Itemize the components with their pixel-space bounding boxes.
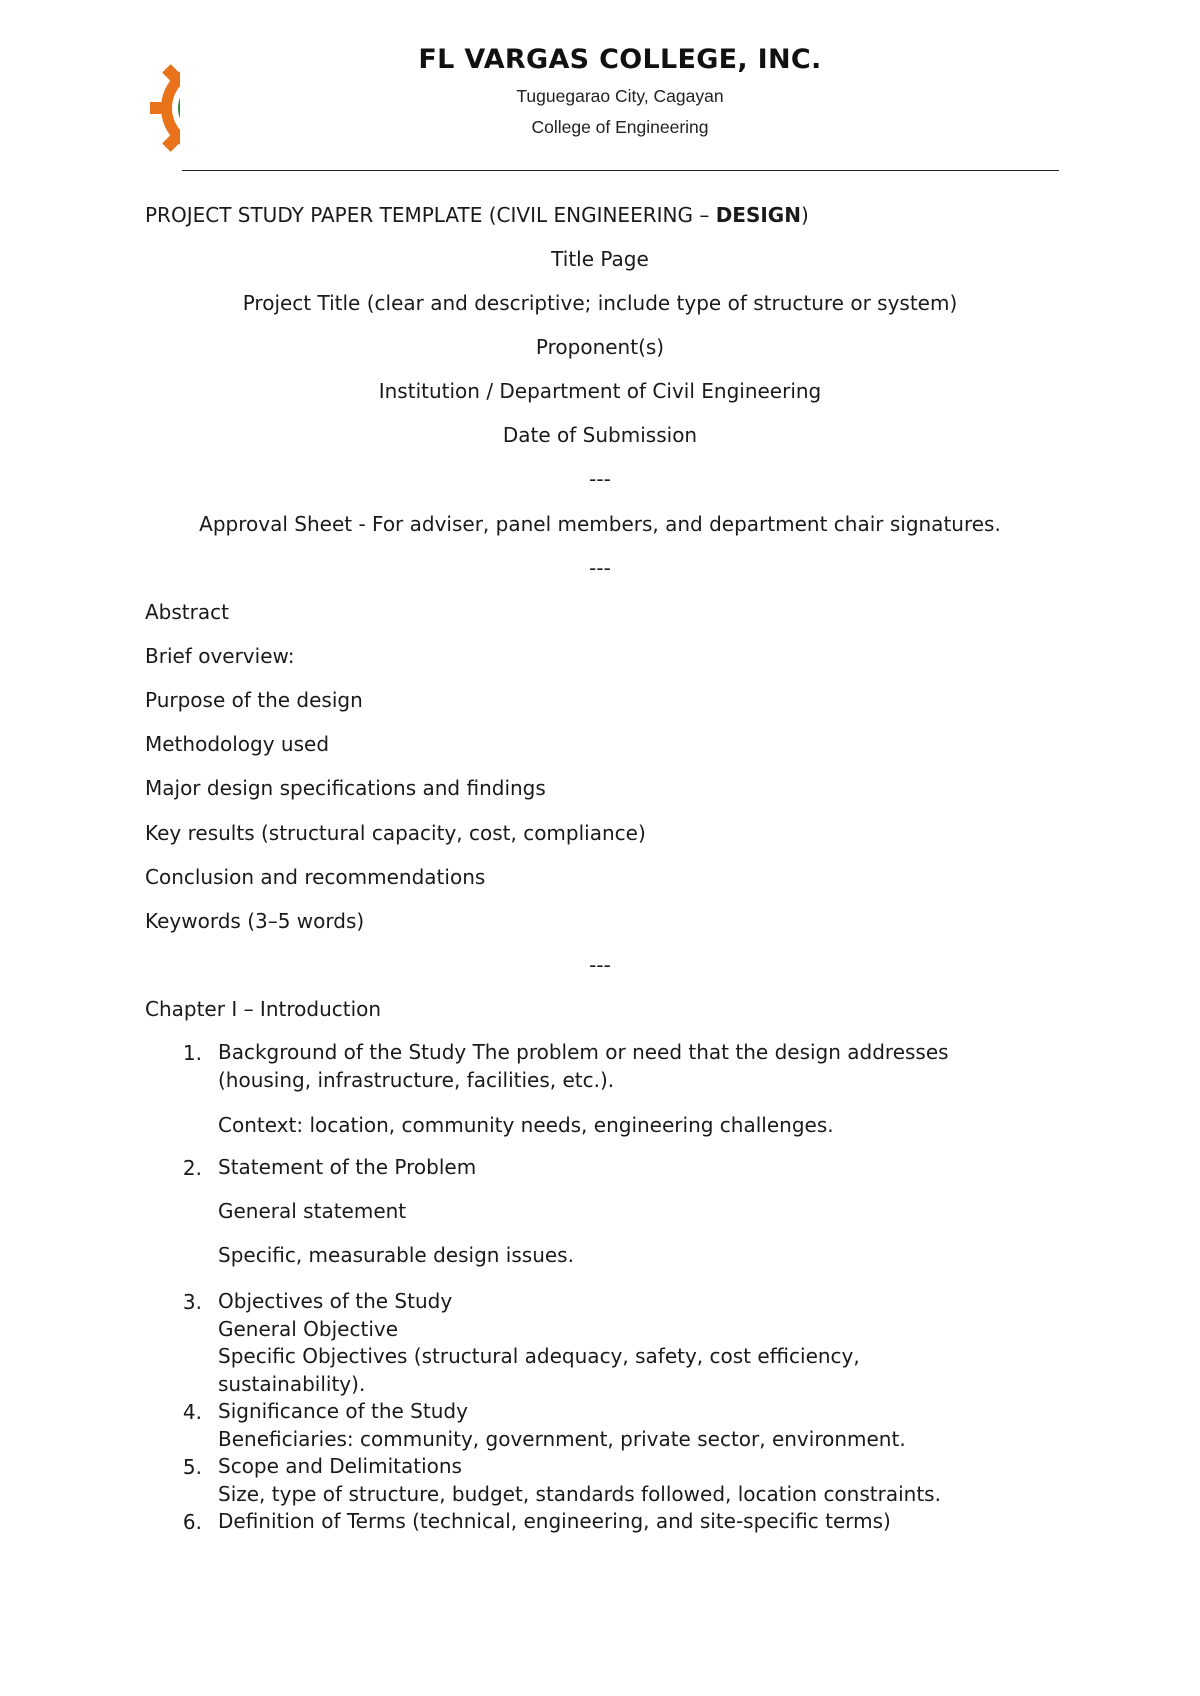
- chapter-heading: Chapter I – Introduction: [145, 997, 382, 1021]
- abstract-line: Purpose of the design: [145, 688, 363, 712]
- approval-sheet-line: Approval Sheet - For adviser, panel members, and department chair signatures.: [199, 512, 1001, 536]
- abstract-heading: Abstract: [145, 600, 229, 624]
- list-item-line: Definition of Terms (technical, engineering, and site-specific terms): [218, 1509, 891, 1533]
- list-item-line: Scope and Delimitations: [218, 1454, 462, 1478]
- list-item-line: Objectives of the Study: [218, 1289, 453, 1313]
- abstract-line: Major design specifications and findings: [145, 776, 546, 800]
- separator: ---: [589, 556, 611, 580]
- list-item-background: [218, 1039, 949, 1094]
- abstract-line: Methodology used: [145, 732, 330, 756]
- list-number: 3.: [182, 1290, 202, 1314]
- list-number: 4.: [182, 1400, 202, 1424]
- list-item-line: sustainability).: [218, 1371, 366, 1396]
- institution-line: Institution / Department of Civil Engineering: [378, 379, 822, 403]
- abstract-line: Key results (structural capacity, cost, compliance): [145, 821, 646, 845]
- keywords-line: Keywords (3–5 words): [145, 909, 365, 933]
- title-page-heading: Title Page: [551, 247, 649, 271]
- list-number: 5.: [182, 1455, 202, 1479]
- separator: ---: [589, 467, 611, 491]
- list-item-line: Context: location, community needs, engineering challenges.: [218, 1113, 834, 1137]
- separator: ---: [589, 953, 611, 977]
- project-title-line: Project Title (clear and descriptive; include type of structure or system): [242, 291, 958, 315]
- list-item-line: Specific Objectives (structural adequacy, safety, cost efficiency,: [218, 1344, 860, 1368]
- college-department: College of Engineering: [531, 117, 709, 137]
- abstract-line: Conclusion and recommendations: [145, 865, 486, 889]
- abstract-line: Brief overview:: [145, 644, 295, 668]
- list-number: 6.: [182, 1510, 202, 1534]
- header-divider: [182, 170, 1059, 171]
- submission-date-line: Date of Submission: [502, 423, 698, 447]
- template-title: PROJECT STUDY PAPER TEMPLATE (CIVIL ENGINEERING – DESIGN): [145, 203, 809, 227]
- list-item-scope: [218, 1453, 941, 1508]
- list-number: 1.: [182, 1041, 202, 1065]
- list-item-objectives: [218, 1288, 860, 1398]
- list-item-line: Background of the Study The problem or need that the design addresses: [218, 1040, 949, 1064]
- list-item-line: Statement of the Problem: [218, 1155, 477, 1179]
- list-item-significance: [218, 1398, 906, 1453]
- list-item-line: (housing, infrastructure, facilities, etc.).: [218, 1067, 615, 1092]
- list-item-line: Beneficiaries: community, government, private sector, environment.: [218, 1426, 906, 1451]
- list-number: 2.: [182, 1156, 202, 1180]
- list-item-line: Size, type of structure, budget, standards followed, location constraints.: [218, 1481, 941, 1506]
- list-item-line: Significance of the Study: [218, 1399, 468, 1423]
- college-name: FL VARGAS COLLEGE, INC.: [418, 44, 822, 75]
- list-item-line: Specific, measurable design issues.: [218, 1243, 574, 1267]
- college-city: Tuguegarao City, Cagayan: [516, 86, 724, 106]
- proponents-line: Proponent(s): [535, 335, 665, 359]
- list-item-line: General statement: [218, 1199, 407, 1223]
- list-item-line: General Objective: [218, 1316, 399, 1341]
